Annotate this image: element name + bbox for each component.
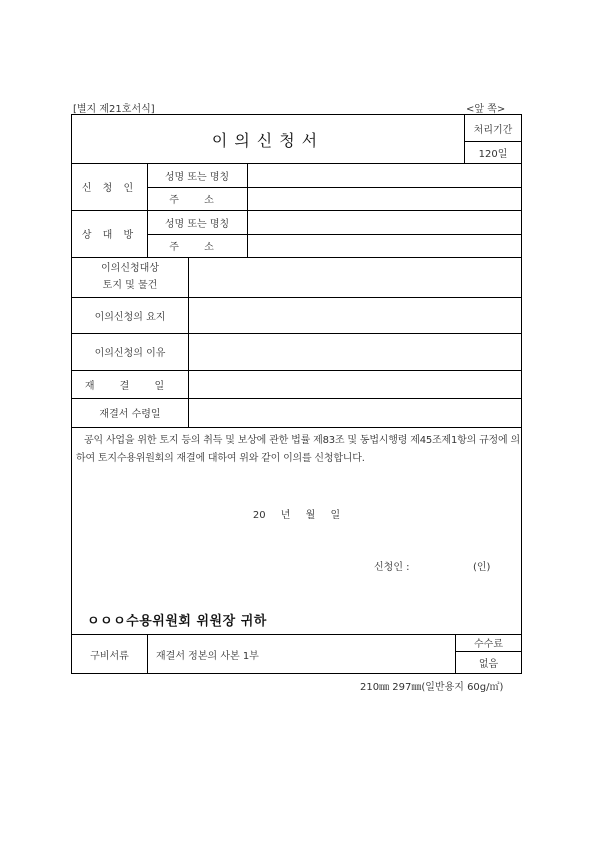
ruling-date-label: 재 결 일 (84, 380, 176, 392)
ruling-receipt-date-label: 재결서 수령일 (99, 409, 161, 420)
applicant-label: 신 청 인 (81, 183, 138, 194)
addressee: ㅇㅇㅇ수용위원회 위원장 귀하 (87, 614, 267, 629)
objection-reason-label: 이의신청의 이유 (94, 348, 166, 359)
required-documents-label: 구비서류 (90, 650, 129, 662)
target-property-field[interactable] (188, 257, 522, 297)
required-documents-value: 재결서 정본의 사본 1부 (156, 650, 259, 662)
respondent-label: 상 대 방 (81, 230, 138, 241)
signature-label: 신청인 : (374, 562, 410, 573)
respondent-address-label: 주 소 (169, 242, 225, 253)
application-date[interactable]: 20 년 월 일 (252, 510, 341, 521)
target-property-label-line2: 토지 및 물건 (102, 280, 158, 291)
paper-spec: 210㎜ 297㎜(일반용지 60g/㎡) (360, 682, 504, 693)
respondent-name-label: 성명 또는 명칭 (164, 218, 230, 230)
target-property-label-line1: 이의신청대상 (101, 263, 159, 274)
fee-label: 수수료 (474, 639, 503, 650)
respondent-address-field[interactable] (247, 234, 522, 257)
seal-mark: (인) (473, 562, 491, 573)
respondent-name-field[interactable] (247, 210, 522, 234)
objection-summary-label: 이의신청의 요지 (94, 311, 166, 323)
processing-period-value: 120일 (478, 148, 508, 160)
applicant-address-label: 주 소 (169, 195, 225, 206)
objection-application-form (71, 114, 522, 674)
applicant-name-label: 성명 또는 명칭 (164, 171, 230, 183)
fee-value: 없음 (478, 659, 499, 670)
applicant-name-field[interactable] (247, 163, 522, 187)
applicant-address-field[interactable] (247, 187, 522, 210)
page-side-label: <앞 쪽> (466, 104, 506, 115)
objection-reason-field[interactable] (188, 333, 522, 370)
objection-summary-field[interactable] (188, 297, 522, 333)
form-number-label: [별지 제21호서식] (73, 104, 155, 115)
target-property-label (72, 257, 188, 297)
ruling-receipt-date-field[interactable] (188, 398, 522, 427)
form-title: 이의신청서 (211, 130, 325, 150)
ruling-date-field[interactable] (188, 370, 522, 398)
application-statement: 공익 사업을 위한 토지 등의 취득 및 보상에 관한 법률 제83조 및 동법시행령 제45조제1항의 규정에 의하여 토지수용위원회의 재결에 대하여 위와 같이 이의를 신청합니다. (76, 435, 520, 464)
processing-period-label: 처리기간 (473, 124, 513, 136)
